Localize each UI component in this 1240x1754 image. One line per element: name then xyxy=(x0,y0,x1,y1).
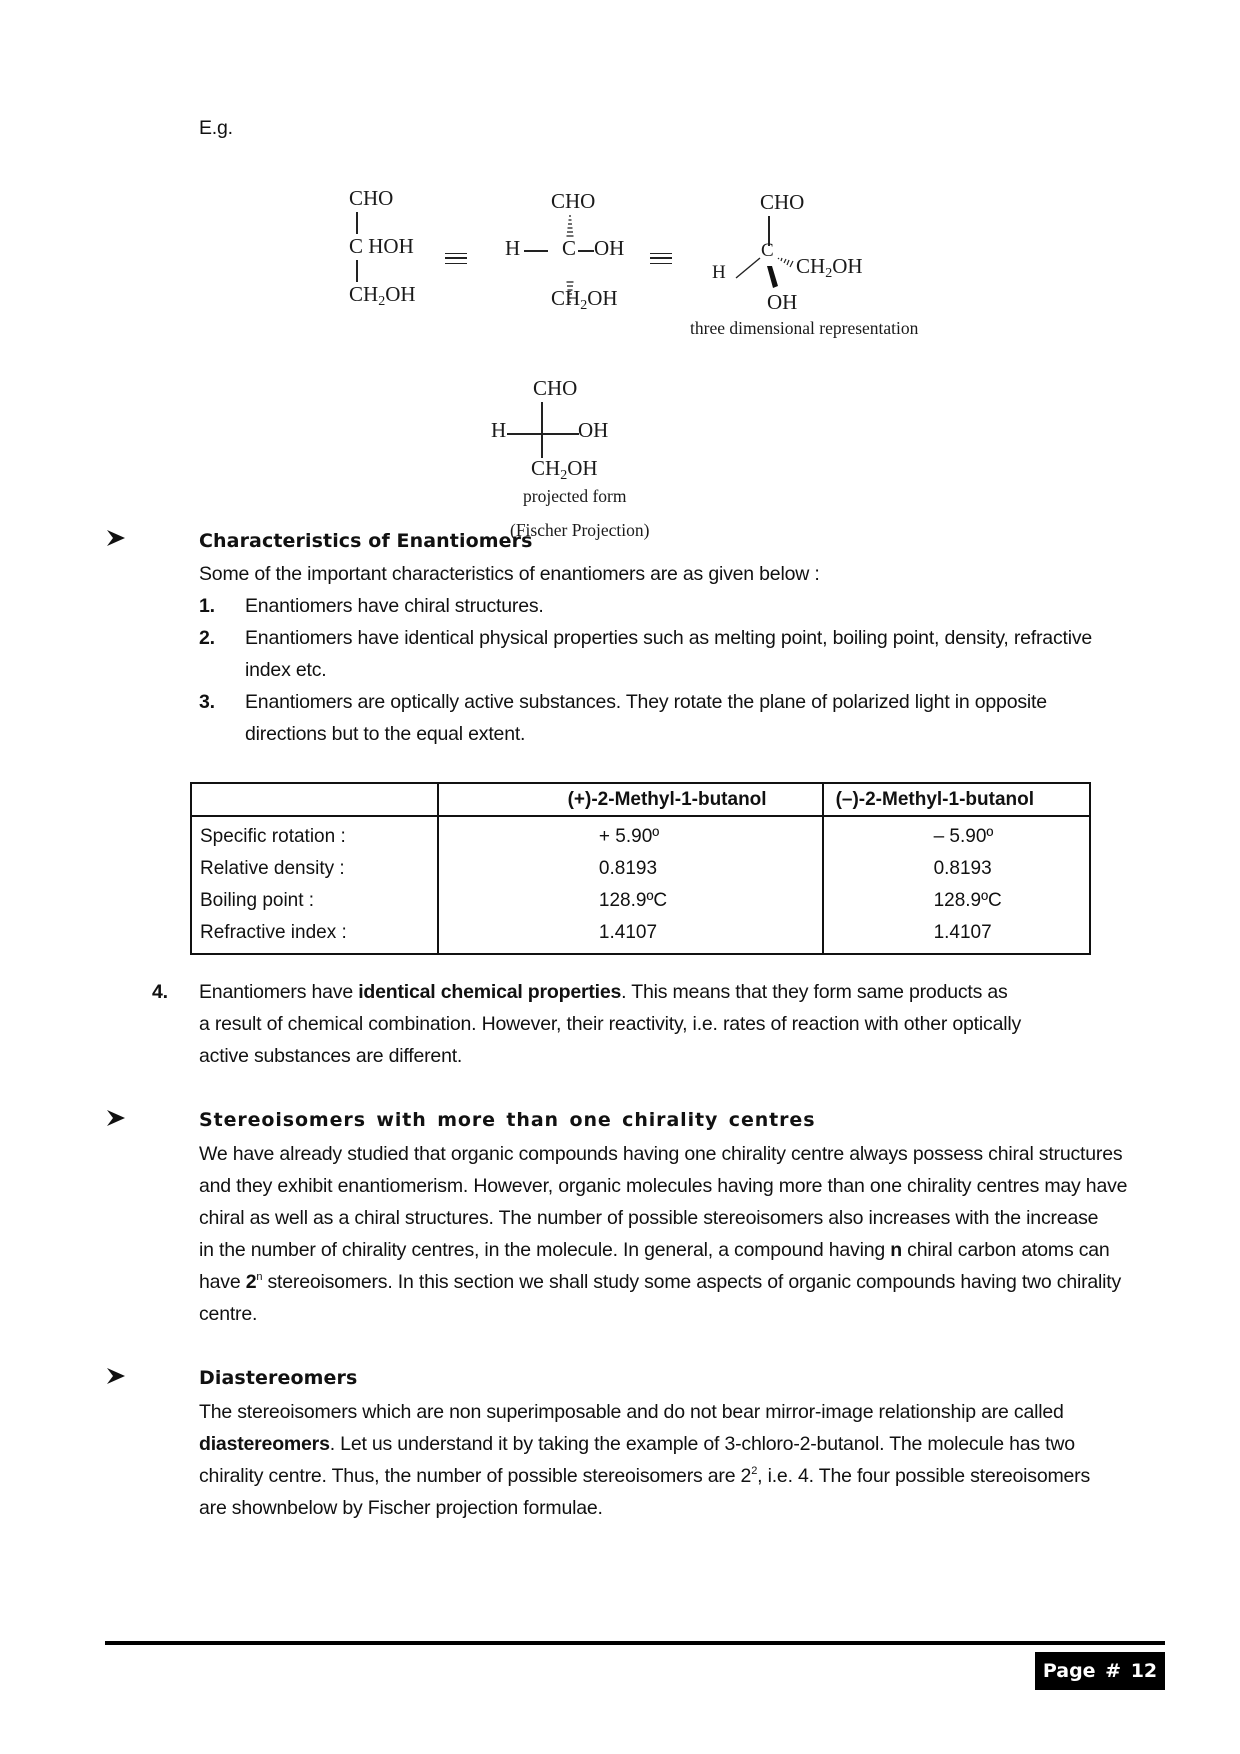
list-item: Enantiomers are optically active substances. They rotate the plane of polarized light in opposite xyxy=(245,691,1047,713)
list-item-cont: directions but to the equal extent. xyxy=(245,723,526,745)
fischer-left: H xyxy=(491,418,507,442)
table-header-cell: (–)-2-Methyl-1-butanol xyxy=(823,783,1090,816)
table-cell: 0.8193 xyxy=(438,853,823,885)
paragraph-line: in the number of chirality centres, in the molecule. In general, a compound having n chiral carbon atoms can xyxy=(199,1239,1110,1261)
fischer-caption-2: (Fischer Projection) xyxy=(510,520,650,540)
table-cell: 0.8193 xyxy=(933,858,992,879)
three-d-top: CHO xyxy=(760,190,805,214)
table-row xyxy=(191,917,1090,954)
bond xyxy=(356,212,358,234)
list-number: 2. xyxy=(199,627,215,649)
fischer-caption-1: projected form xyxy=(523,486,627,506)
list-item-cont: index etc. xyxy=(245,659,327,681)
table-cell: Boiling point : xyxy=(191,885,438,917)
list-number: 1. xyxy=(199,595,215,617)
characteristics-intro: Some of the important characteristics of enantiomers are as given below : xyxy=(199,563,820,585)
list-number: 3. xyxy=(199,691,215,713)
arrowhead-bullet-icon xyxy=(107,1110,125,1126)
list-item: Enantiomers have identical chemical properties. This means that they form same products as xyxy=(199,981,1008,1003)
table-cell: Specific rotation : xyxy=(191,816,438,853)
paragraph-line: have 2$^n$ stereoisomers. In this section we shall study some aspects of organic compounds having two chirality xyxy=(199,1271,1122,1293)
list-item: Enantiomers have identical physical properties such as melting point, boiling point, density, refractive xyxy=(245,627,1093,649)
bond xyxy=(507,433,579,435)
paragraph-line: chiral as well as a chiral structures. The number of possible stereoisomers also increases with the increase xyxy=(199,1207,1099,1229)
condensed-bottom: $CH_2OH$ xyxy=(349,282,416,309)
wedge-top: CHO xyxy=(551,189,596,213)
page-number-badge: Page # 12 xyxy=(1035,1652,1165,1690)
table-header-row xyxy=(191,783,1090,816)
paragraph-line: and they exhibit enantiomerism. However, organic molecules having more than one chirality centres may have xyxy=(199,1175,1128,1197)
paragraph-line: We have already studied that organic compounds having one chirality centre always possess chiral structures xyxy=(199,1143,1123,1165)
wedge-left: H xyxy=(505,236,521,260)
arrowhead-bullet-icon xyxy=(107,530,125,546)
list-item-cont: active substances are different. xyxy=(199,1045,463,1067)
paragraph-line: centre. xyxy=(199,1303,258,1325)
stereoisomers-heading: Stereoisomers with more than one chirality centres xyxy=(199,1109,816,1131)
condensed-top: CHO xyxy=(349,186,394,210)
equivalence-symbol xyxy=(445,253,467,264)
fischer-right: OH xyxy=(578,418,609,442)
equivalence-symbol xyxy=(650,253,672,264)
list-item-cont: a result of chemical combination. However, their reactivity, i.e. rates of reaction with other optically xyxy=(199,1013,1022,1035)
bond xyxy=(578,250,594,252)
table-cell: Refractive index : xyxy=(191,917,438,954)
table-row xyxy=(191,853,1090,885)
table-header-cell xyxy=(191,783,438,816)
three-d-left: H xyxy=(712,262,726,283)
bond xyxy=(524,250,548,252)
condensed-middle: C HOH xyxy=(349,234,414,258)
wedge-bottom: $CH_2OH$ xyxy=(551,286,618,313)
footer-rule xyxy=(105,1641,1165,1645)
eg-label: E.g. xyxy=(199,117,233,139)
paragraph-line: are shownbelow by Fischer projection formulae. xyxy=(199,1497,603,1519)
three-d-right: $CH_2OH$ xyxy=(796,254,863,281)
list-number: 4. xyxy=(152,981,168,1003)
characteristics-heading: Characteristics of Enantiomers xyxy=(199,530,533,552)
table-cell: 1.4107 xyxy=(933,922,992,943)
three-d-center: C xyxy=(761,240,774,261)
fischer-bottom: $CH_2OH$ xyxy=(531,456,598,483)
diastereomers-heading: Diastereomers xyxy=(199,1367,358,1389)
table-header-cell: (+)-2-Methyl-1-butanol xyxy=(438,783,823,816)
table-row xyxy=(191,816,1090,853)
table-cell: 128.9ºC xyxy=(933,890,1002,911)
three-d-caption: three dimensional representation xyxy=(690,318,919,338)
paragraph-line: diastereomers. Let us understand it by taking the example of 3-chloro-2-butanol. The molecule has two xyxy=(199,1433,1075,1455)
wedge-right: OH xyxy=(594,236,625,260)
bond xyxy=(541,402,543,458)
three-d-bottom: OH xyxy=(767,290,798,314)
table-cell: + 5.90º xyxy=(438,816,823,853)
arrowhead-bullet-icon xyxy=(107,1368,125,1384)
table-cell: Relative density : xyxy=(191,853,438,885)
table-cell: 1.4107 xyxy=(438,917,823,954)
fischer-top: CHO xyxy=(533,376,578,400)
table-cell: – 5.90º xyxy=(933,826,994,847)
paragraph-line: chirality centre. Thus, the number of possible stereoisomers are $2^2$, i.e. 4. The four possible stereoisomers xyxy=(199,1465,1090,1487)
bond xyxy=(356,260,358,282)
table-cell: 128.9ºC xyxy=(438,885,823,917)
paragraph-line: The stereoisomers which are non superimposable and do not bear mirror-image relationship are called xyxy=(199,1401,1064,1423)
list-item: Enantiomers have chiral structures. xyxy=(245,595,544,617)
properties-table xyxy=(190,782,1091,955)
table-row xyxy=(191,885,1090,917)
wedge-center: C xyxy=(562,236,577,260)
